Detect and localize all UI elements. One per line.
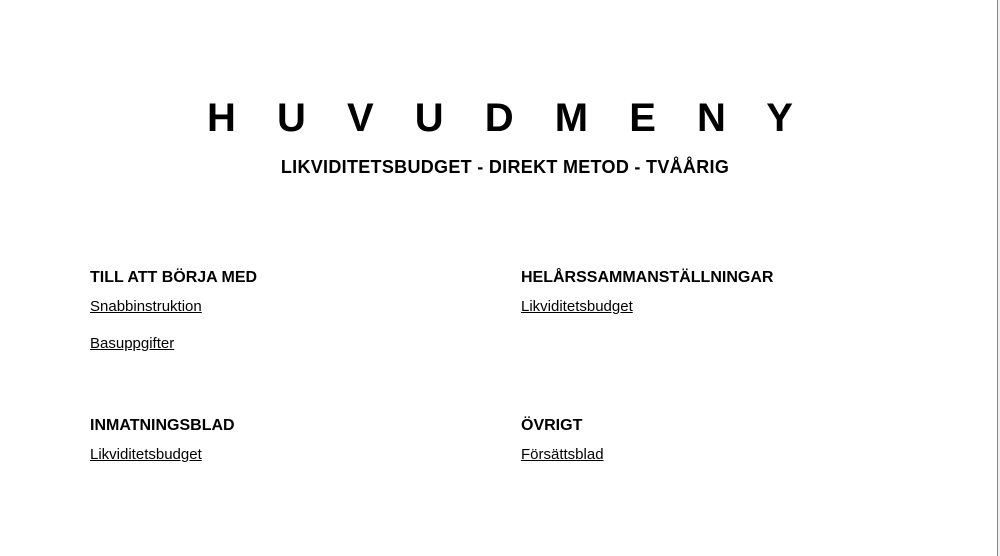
page-title: H U V U D M E N Y: [207, 96, 808, 140]
link-basuppgifter[interactable]: Basuppgifter: [90, 335, 175, 352]
section-heading-input: INMATNINGSBLAD: [90, 417, 235, 434]
link-snabbinstruktion[interactable]: Snabbinstruktion: [90, 298, 202, 315]
link-summary-likviditetsbudget[interactable]: Likviditetsbudget: [521, 298, 633, 315]
link-forsattsblad[interactable]: Försättsblad: [521, 446, 604, 463]
section-heading-start: TILL ATT BÖRJA MED: [90, 269, 258, 286]
section-heading-summaries: HELÅRSSAMMANSTÄLLNINGAR: [521, 269, 774, 286]
link-input-likviditetsbudget[interactable]: Likviditetsbudget: [90, 446, 202, 463]
section-heading-other: ÖVRIGT: [521, 417, 583, 434]
page-subtitle: LIKVIDITETSBUDGET - DIREKT METOD - TVÅÅRIG: [280, 157, 730, 177]
